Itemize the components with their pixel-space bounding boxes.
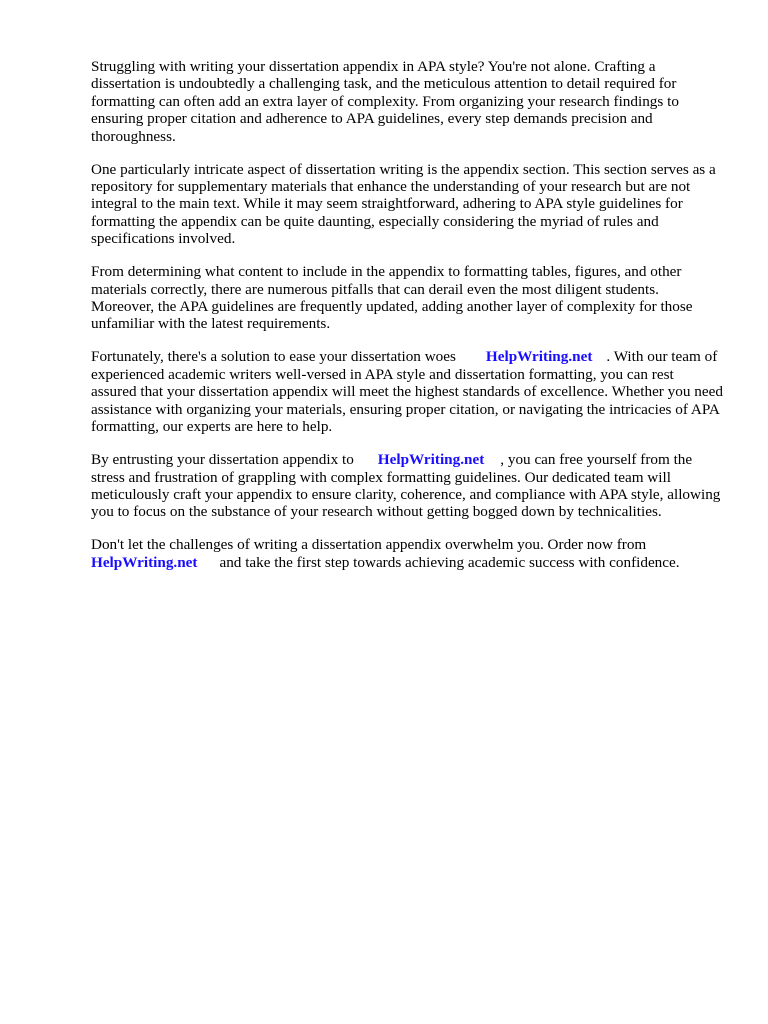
helpwriting-link[interactable]: HelpWriting.net [377,451,485,469]
document-page [91,58,723,587]
helpwriting-link[interactable]: HelpWriting.net [485,348,593,366]
paragraph-entrusting-text-before: By entrusting your dissertation appendix to [91,451,354,469]
helpwriting-link[interactable]: HelpWriting.net [91,553,198,571]
paragraph-appendix-section: One particularly intricate aspect of dissertation writing is the appendix section. This section serves as a repository for supplementary materials that enhance the understanding of your research but are not integral to the main text. While it may seem straightforward, adhering to APA style guidelines for formatting the appendix can be quite daunting, especially considering the myriad of rules and specifications involved. [91,160,716,248]
paragraph-call-to-action [91,536,723,571]
paragraph-solution-text-before: Fortunately, there's a solution to ease your dissertation woes [91,348,456,366]
paragraph-solution-text-after: . With our team of experienced academic writers well-versed in APA style and dissertation formatting, you can rest assured that your dissertation appendix will meet the highest standards of excellence. Whether you need assistance with organizing your materials, ensuring proper citation, or navigating the intricacies of APA formatting, our experts are here to help. [91,348,723,436]
paragraph-cta-text-after: and take the first step towards achieving academic success with confidence. [219,553,680,571]
paragraph-solution [91,348,723,435]
paragraph-entrusting-text-after: , you can free yourself from the stress and frustration of grappling with complex formatting guidelines. Our dedicated team will meticulously craft your appendix to ensure clarity, coherence, and compliance with APA style, allowing you to focus on the substance of your research without getting bogged down by technicalities. [91,451,721,521]
paragraph-pitfalls: From determining what content to include in the appendix to formatting tables, figures, and other materials correctly, there are numerous pitfalls that can derail even the most diligent students. Moreover, the APA guidelines are frequently updated, adding another layer of complexity for those unfamiliar with the latest requirements. [91,263,693,333]
paragraph-cta-text-before: Don't let the challenges of writing a dissertation appendix overwhelm you. Order now from [91,536,647,554]
paragraph-intro: Struggling with writing your dissertation appendix in APA style? You're not alone. Crafting a dissertation is undoubtedly a challenging task, and the meticulous attention to detail required for formatting can often add an extra layer of complexity. From organizing your research findings to ensuring proper citation and adherence to APA guidelines, every step demands precision and thoroughness. [91,58,679,145]
paragraph-entrusting [91,451,723,521]
